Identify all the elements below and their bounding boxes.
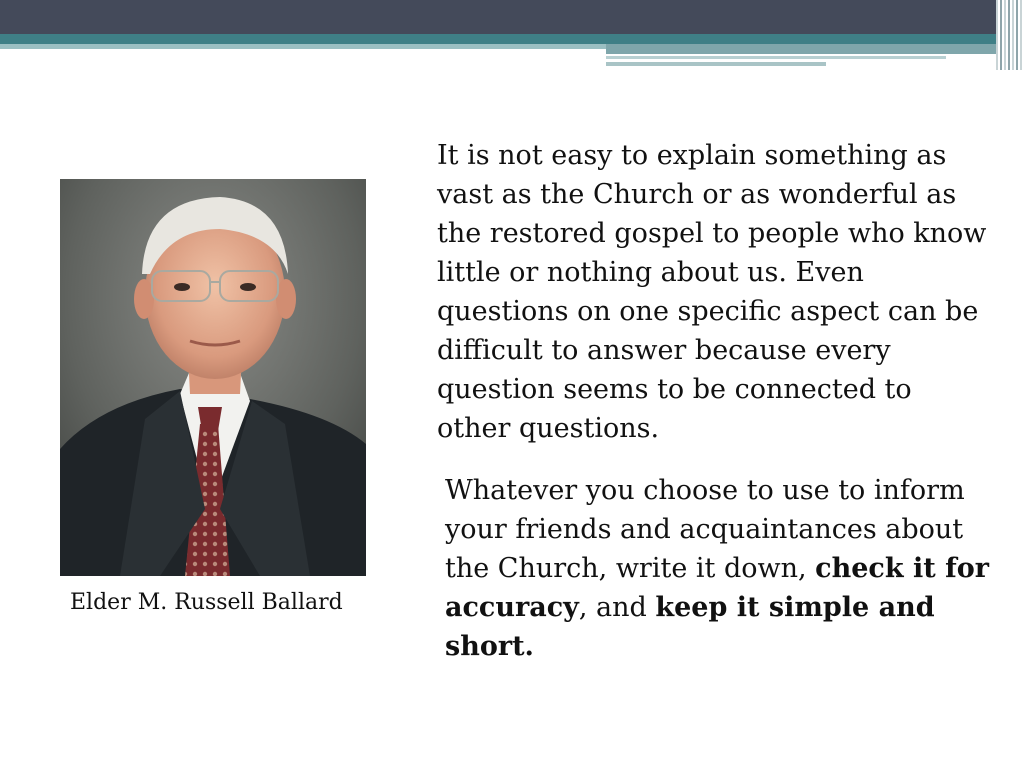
paragraph-2-bold-accuracy: check it for accuracy: [445, 553, 989, 623]
paragraph-2-text-b: , and: [578, 592, 656, 623]
header-thin-line-short: [606, 62, 826, 66]
portrait-caption: Elder M. Russell Ballard: [70, 590, 343, 615]
paragraph-2-bold-simple: keep it simple and short.: [445, 592, 935, 662]
paragraph-2-text-a: Whatever you choose to use to inform your friends and acquaintances about the Church, write it down,: [445, 475, 965, 584]
header-teal-band: [0, 34, 1000, 44]
header-light-band: [0, 44, 606, 49]
header-light-band-right: [606, 44, 1000, 54]
header-stripes: [996, 0, 1024, 70]
quote-paragraph-2: [445, 471, 990, 666]
header-dark-band: [0, 0, 1024, 34]
header-thin-line: [606, 56, 946, 59]
portrait-photo: [60, 179, 366, 576]
quote-paragraph-1: It is not easy to explain something as vast as the Church or as wonderful as the restored gospel to people who know little or nothing about us. Even questions on one specific aspect can be difficult to answer because every question seems to be connected to other questions.: [437, 140, 987, 444]
